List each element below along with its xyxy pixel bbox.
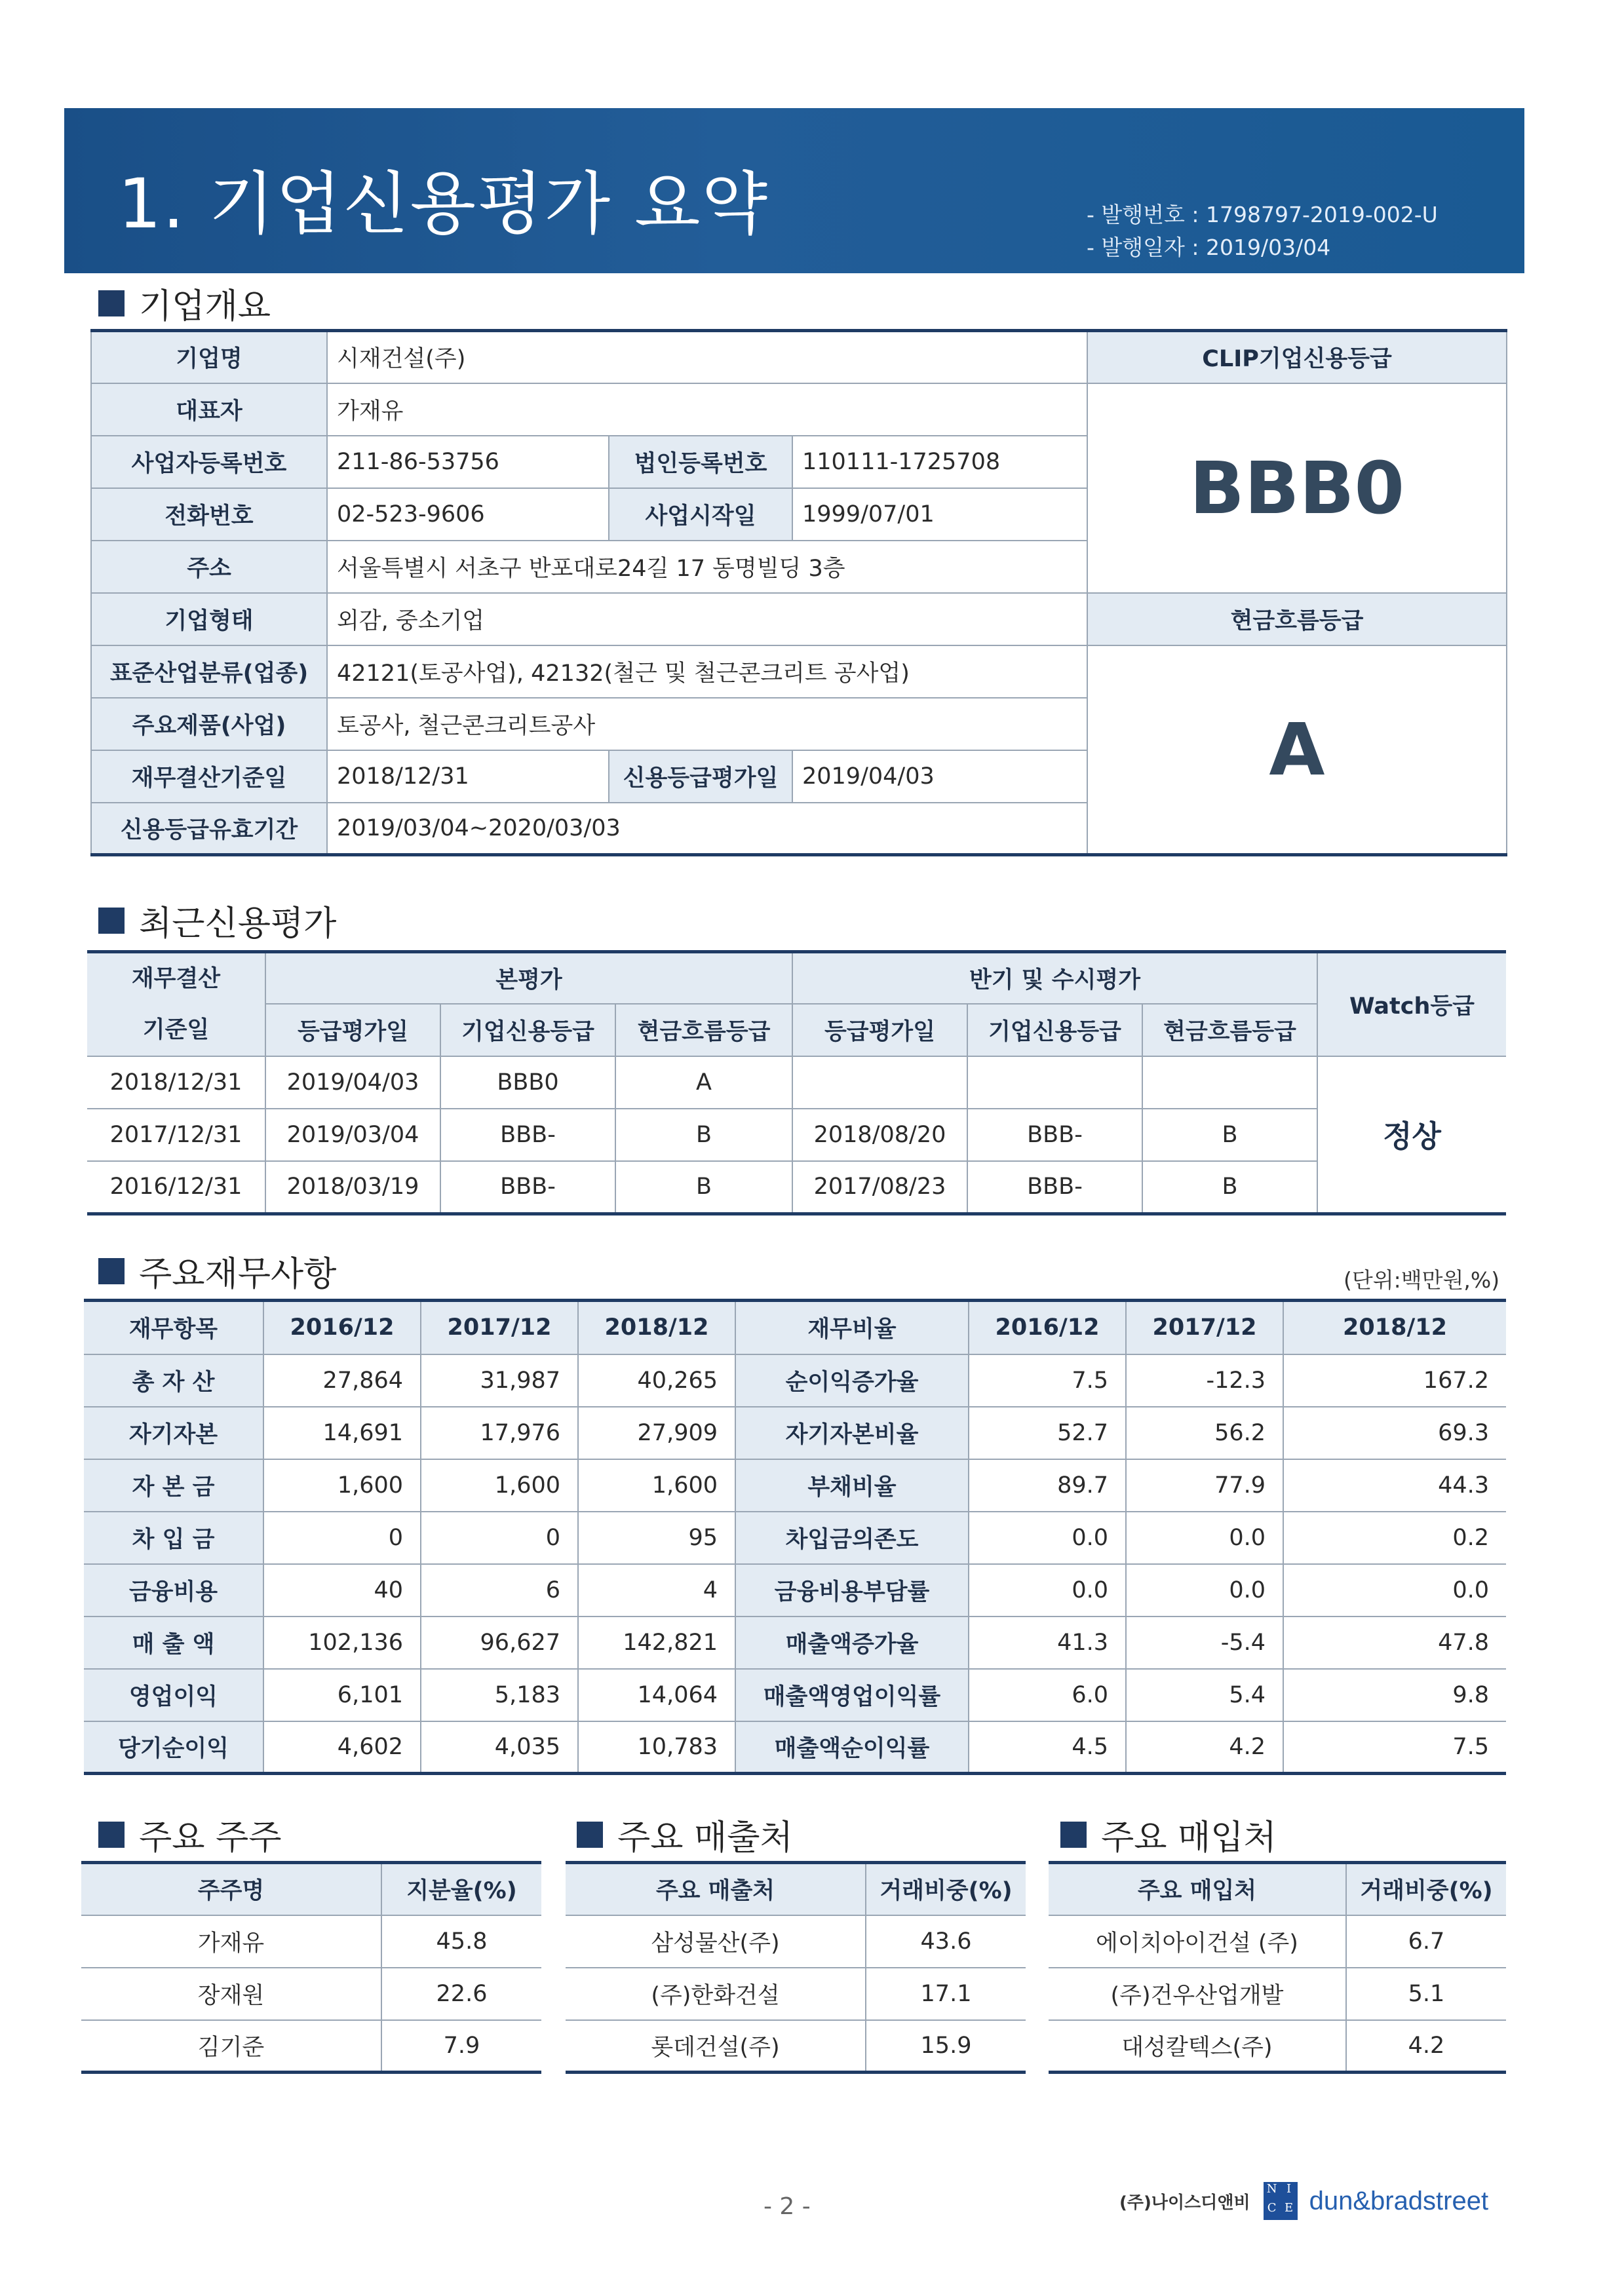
unit-label: (단위:백만원,%) [1344, 1267, 1500, 1293]
watch-grade: 정상 [1317, 1056, 1506, 1214]
finance-value: 6.0 [969, 1669, 1126, 1721]
finance-value: 9.8 [1283, 1669, 1506, 1721]
label-corp-reg: 법인등록번호 [609, 436, 792, 488]
table-row [87, 1056, 1506, 1109]
header-cell: 재무항목 [84, 1301, 263, 1354]
header-cell: 주요 매입처 [1049, 1863, 1346, 1915]
finance-value: 102,136 [263, 1617, 421, 1669]
header-cell: 2016/12 [263, 1301, 421, 1354]
finance-item-label: 매출액순이익률 [735, 1721, 969, 1774]
suppliers-table [1049, 1861, 1506, 2074]
label-products: 주요제품(사업) [91, 698, 327, 750]
nice-logo-icon [1264, 2182, 1298, 2220]
table-cell: BBB- [440, 1109, 615, 1161]
header-fiscal [87, 952, 265, 1057]
finance-value: 0.0 [969, 1512, 1126, 1564]
finance-item-label: 순이익증가율 [735, 1354, 969, 1407]
table-cell: 2019/03/04 [265, 1109, 440, 1161]
finance-value: 7.5 [1283, 1721, 1506, 1774]
subheader-col: 기업신용등급 [440, 1004, 615, 1056]
finance-value: 96,627 [421, 1617, 578, 1669]
table-cell: A [615, 1056, 792, 1109]
label-cash-grade: 현금흐름등급 [1087, 593, 1507, 645]
label-rating-date: 신용등급평가일 [609, 750, 792, 803]
finance-item-label: 차 입 금 [84, 1512, 263, 1564]
finance-item-label: 부채비율 [735, 1459, 969, 1512]
finance-value: 17,976 [421, 1407, 578, 1459]
customers-table [566, 1861, 1026, 2074]
cash-grade: A [1087, 645, 1507, 855]
finance-value: 44.3 [1283, 1459, 1506, 1512]
table-cell: 2017/12/31 [87, 1109, 265, 1161]
finance-value: 14,064 [578, 1669, 735, 1721]
finance-value: 0.0 [1126, 1564, 1283, 1617]
company-name: 시재건설(주) [327, 331, 1087, 383]
fiscal-date: 2018/12/31 [327, 750, 609, 803]
table-cell: 2019/04/03 [265, 1056, 440, 1109]
table-row [87, 1161, 1506, 1214]
section-bullet-icon [1060, 1822, 1087, 1848]
supplier-ratio: 6.7 [1346, 1915, 1506, 1968]
label-industry: 표준산업분류(업종) [91, 645, 327, 698]
section-bullet-icon [98, 908, 125, 934]
finance-value: 27,909 [578, 1407, 735, 1459]
dun-bradstreet-logo: dun&bradstreet [1309, 2186, 1489, 2215]
grade-table [1087, 329, 1507, 856]
table-row [81, 1968, 541, 2020]
label-address: 주소 [91, 541, 327, 593]
finance-value: 41.3 [969, 1617, 1126, 1669]
finance-item-label: 매출액영업이익률 [735, 1669, 969, 1721]
supplier-name: (주)건우산업개발 [1049, 1968, 1346, 2020]
section-title: 최근신용평가 [139, 904, 337, 944]
section-bullet-icon [577, 1822, 603, 1848]
finance-value: 0 [263, 1512, 421, 1564]
recent-rating-table [87, 950, 1506, 1215]
finance-value: 4,602 [263, 1721, 421, 1774]
table-row [81, 2020, 541, 2073]
section-customers [577, 1810, 793, 1859]
finance-value: 52.7 [969, 1407, 1126, 1459]
table-cell: 2017/08/23 [792, 1161, 967, 1214]
table-cell: BBB- [967, 1109, 1142, 1161]
section-suppliers [1060, 1810, 1277, 1859]
header-cell: 주요 매출처 [566, 1863, 866, 1915]
header-cell: 지분율(%) [381, 1863, 541, 1915]
shareholder-ratio: 22.6 [381, 1968, 541, 2020]
finance-table [84, 1299, 1506, 1775]
finance-item-label: 매출액증가율 [735, 1617, 969, 1669]
finance-value: 69.3 [1283, 1407, 1506, 1459]
finance-value: 5,183 [421, 1669, 578, 1721]
finance-value: 40,265 [578, 1354, 735, 1407]
finance-value: 4.5 [969, 1721, 1126, 1774]
table-row [84, 1407, 1506, 1459]
subheader-col: 등급평가일 [792, 1004, 967, 1056]
table-cell: B [615, 1109, 792, 1161]
finance-value: 4,035 [421, 1721, 578, 1774]
finance-value: 1,600 [421, 1459, 578, 1512]
logo-letter: E [1285, 2201, 1294, 2215]
table-cell [792, 1056, 967, 1109]
supplier-name: 대성칼텍스(주) [1049, 2020, 1346, 2073]
header-watch: Watch등급 [1317, 952, 1506, 1057]
table-cell: BBB- [967, 1161, 1142, 1214]
label-company-name: 기업명 [91, 331, 327, 383]
company-logo-text: (주)나이스디앤비 [1119, 2192, 1250, 2213]
finance-value: 0.0 [969, 1564, 1126, 1617]
issue-number: - 발행번호 : 1798797-2019-002-U [1087, 202, 1438, 227]
section-bullet-icon [98, 1822, 125, 1848]
finance-item-label: 영업이익 [84, 1669, 263, 1721]
section-bullet-icon [98, 1258, 125, 1284]
table-row [1049, 2020, 1506, 2073]
page-title: 1. 기업신용평가 요약 [118, 164, 769, 244]
shareholders-table [81, 1861, 541, 2074]
finance-item-label: 총 자 산 [84, 1354, 263, 1407]
finance-value: 0 [421, 1512, 578, 1564]
header-cell: 재무비율 [735, 1301, 969, 1354]
header-cell: 거래비중(%) [866, 1863, 1026, 1915]
table-cell: BBB0 [440, 1056, 615, 1109]
label-biz-reg: 사업자등록번호 [91, 436, 327, 488]
header-cell: 2018/12 [578, 1301, 735, 1354]
shareholder-ratio: 7.9 [381, 2020, 541, 2073]
finance-value: 31,987 [421, 1354, 578, 1407]
customer-ratio: 17.1 [866, 1968, 1026, 2020]
finance-value: 10,783 [578, 1721, 735, 1774]
corp-reg: 110111-1725708 [792, 436, 1087, 488]
customer-ratio: 43.6 [866, 1915, 1026, 1968]
table-row [1049, 1968, 1506, 2020]
section-recent-rating [98, 896, 336, 945]
header-cell: 2017/12 [1126, 1301, 1283, 1354]
finance-value: 47.8 [1283, 1617, 1506, 1669]
finance-value: 14,691 [263, 1407, 421, 1459]
finance-item-label: 금융비용부담률 [735, 1564, 969, 1617]
biz-reg: 211-86-53756 [327, 436, 609, 488]
customer-ratio: 15.9 [866, 2020, 1026, 2073]
logo-letter: C [1267, 2201, 1277, 2215]
finance-value: 5.4 [1126, 1669, 1283, 1721]
finance-item-label: 금융비용 [84, 1564, 263, 1617]
table-row [1049, 1915, 1506, 1968]
supplier-name: 에이치아이건설 (주) [1049, 1915, 1346, 1968]
finance-value: 56.2 [1126, 1407, 1283, 1459]
finance-item-label: 매 출 액 [84, 1617, 263, 1669]
table-row [566, 1968, 1026, 2020]
logo-letter: I [1286, 2182, 1292, 2196]
table-row [87, 1109, 1506, 1161]
table-row [84, 1564, 1506, 1617]
table-cell: 2018/08/20 [792, 1109, 967, 1161]
finance-value: 95 [578, 1512, 735, 1564]
section-overview [98, 278, 271, 328]
ceo: 가재유 [327, 383, 1087, 436]
table-cell [1142, 1056, 1317, 1109]
start-date: 1999/07/01 [792, 488, 1087, 541]
shareholder-ratio: 45.8 [381, 1915, 541, 1968]
customer-name: (주)한화건설 [566, 1968, 866, 2020]
table-row [566, 2020, 1026, 2073]
header-cell: 주주명 [81, 1863, 381, 1915]
page-number: - 2 - [764, 2193, 811, 2220]
label-start-date: 사업시작일 [609, 488, 792, 541]
finance-value: 27,864 [263, 1354, 421, 1407]
section-bullet-icon [98, 290, 125, 316]
header-cell: 거래비중(%) [1346, 1863, 1506, 1915]
finance-value: 77.9 [1126, 1459, 1283, 1512]
finance-rows [84, 1354, 1506, 1774]
header-fiscal-line2: 기준일 [142, 1017, 210, 1043]
table-cell: B [615, 1161, 792, 1214]
table-cell: BBB- [440, 1161, 615, 1214]
finance-item-label: 자기자본비율 [735, 1407, 969, 1459]
supplier-ratio: 4.2 [1346, 2020, 1506, 2073]
footer-logo [1119, 2182, 1488, 2220]
logo-letter: N [1266, 2182, 1277, 2196]
finance-value: 0.0 [1283, 1564, 1506, 1617]
header-cell: 2017/12 [421, 1301, 578, 1354]
table-cell: 2016/12/31 [87, 1161, 265, 1214]
finance-value: 1,600 [263, 1459, 421, 1512]
finance-value: 1,600 [578, 1459, 735, 1512]
shareholder-name: 장재원 [81, 1968, 381, 2020]
finance-value: 4.2 [1126, 1721, 1283, 1774]
finance-value: 40 [263, 1564, 421, 1617]
header-main-rating: 본평가 [265, 952, 792, 1004]
header-cell: 2016/12 [969, 1301, 1126, 1354]
table-row [84, 1459, 1506, 1512]
finance-value: 7.5 [969, 1354, 1126, 1407]
section-title: 주요 매출처 [617, 1818, 793, 1858]
address: 서울특별시 서초구 반포대로24길 17 동명빌딩 3층 [327, 541, 1087, 593]
table-cell: 2018/03/19 [265, 1161, 440, 1214]
subheader-col: 기업신용등급 [967, 1004, 1142, 1056]
header-half-rating: 반기 및 수시평가 [792, 952, 1317, 1004]
header-banner [64, 108, 1524, 273]
shareholder-name: 가재유 [81, 1915, 381, 1968]
table-row [84, 1669, 1506, 1721]
validity: 2019/03/04~2020/03/03 [327, 803, 1087, 855]
finance-value: -5.4 [1126, 1617, 1283, 1669]
table-row [566, 1915, 1026, 1968]
finance-value: 142,821 [578, 1617, 735, 1669]
finance-item-label: 자기자본 [84, 1407, 263, 1459]
header-fiscal-line1: 재무결산 [131, 966, 221, 992]
industry: 42121(토공사업), 42132(철근 및 철근콘크리트 공사업) [327, 645, 1087, 698]
table-row [84, 1617, 1506, 1669]
finance-item-label: 자 본 금 [84, 1459, 263, 1512]
label-phone: 전화번호 [91, 488, 327, 541]
label-ceo: 대표자 [91, 383, 327, 436]
section-finance [98, 1246, 336, 1295]
section-title: 주요재무사항 [139, 1255, 337, 1294]
label-validity: 신용등급유효기간 [91, 803, 327, 855]
finance-item-label: 당기순이익 [84, 1721, 263, 1774]
supplier-ratio: 5.1 [1346, 1968, 1506, 2020]
label-clip-grade: CLIP기업신용등급 [1087, 331, 1507, 383]
subheader-col: 등급평가일 [265, 1004, 440, 1056]
customer-name: 롯데건설(주) [566, 2020, 866, 2073]
finance-value: 0.2 [1283, 1512, 1506, 1564]
subheader-col: 현금흐름등급 [615, 1004, 792, 1056]
table-cell: 2018/12/31 [87, 1056, 265, 1109]
finance-value: 0.0 [1126, 1512, 1283, 1564]
issue-info [1087, 199, 1438, 264]
phone: 02-523-9606 [327, 488, 609, 541]
finance-value: 4 [578, 1564, 735, 1617]
section-title: 기업개요 [139, 287, 271, 326]
section-shareholders [98, 1810, 281, 1859]
overview-table [90, 329, 1088, 856]
shareholder-name: 김기준 [81, 2020, 381, 2073]
finance-value: 167.2 [1283, 1354, 1506, 1407]
table-cell: B [1142, 1109, 1317, 1161]
finance-item-label: 차입금의존도 [735, 1512, 969, 1564]
section-title: 주요 주주 [139, 1818, 282, 1858]
finance-value: -12.3 [1126, 1354, 1283, 1407]
finance-value: 6,101 [263, 1669, 421, 1721]
table-cell: B [1142, 1161, 1317, 1214]
company-type: 외감, 중소기업 [327, 593, 1087, 645]
clip-grade: BBB0 [1087, 383, 1507, 593]
table-cell [967, 1056, 1142, 1109]
issue-date: - 발행일자 : 2019/03/04 [1087, 235, 1331, 260]
label-fiscal-date: 재무결산기준일 [91, 750, 327, 803]
finance-value: 89.7 [969, 1459, 1126, 1512]
header-cell: 2018/12 [1283, 1301, 1506, 1354]
subheader-col: 현금흐름등급 [1142, 1004, 1317, 1056]
finance-value: 6 [421, 1564, 578, 1617]
section-title: 주요 매입처 [1101, 1818, 1277, 1858]
table-row [84, 1354, 1506, 1407]
rating-date: 2019/04/03 [792, 750, 1087, 803]
label-company-type: 기업형태 [91, 593, 327, 645]
table-row [84, 1721, 1506, 1774]
table-row [81, 1915, 541, 1968]
table-row [84, 1512, 1506, 1564]
products: 토공사, 철근콘크리트공사 [327, 698, 1087, 750]
customer-name: 삼성물산(주) [566, 1915, 866, 1968]
